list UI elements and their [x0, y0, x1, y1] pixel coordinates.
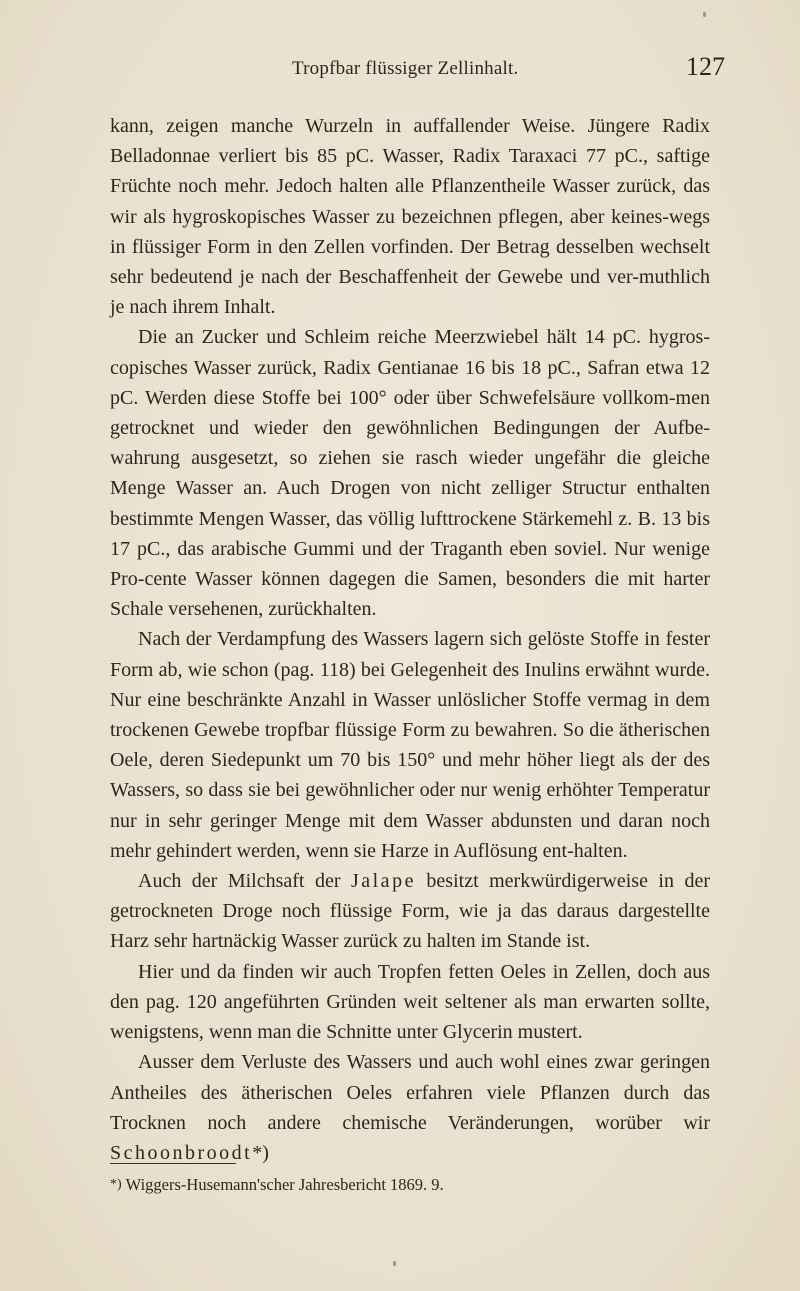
footnote — [110, 1174, 710, 1196]
paper-speck — [703, 12, 706, 17]
paragraph-text: *) — [252, 1141, 269, 1164]
paragraph-text: Nach der Verdampfung des Wassers lagern sich gelöste Stoffe in fester Form ab, wie schon (pag. 118) bei Gelegenheit des Inulins erwähnt wurde. Nur eine beschränkte Anzahl in Wasser unlöslicher Stoffe vermag in dem trockenen Gewebe tropfbar flüssige Form zu bewahren. So die ätherischen Oele, deren Siedepunkt um 70 bis 150° und mehr höher liegt als der des Wassers, so dass sie bei gewöhnlicher oder nur wenig erhöhter Temperatur nur in sehr geringer Menge mit dem Wasser abdunsten und daran noch mehr gehindert werden, wenn sie Harze in Auflösung ent-halten. — [110, 628, 710, 862]
footnote-rule — [110, 1163, 236, 1164]
body-text — [110, 111, 710, 1168]
spaced-name: Schoonbroodt — [110, 1141, 253, 1164]
paragraph — [110, 111, 710, 322]
paragraph-text: Die an Zucker und Schleim reiche Meerzwiebel hält 14 pC. hygros-copisches Wasser zurück, Radix Gentianae 16 bis 18 pC., Safran etwa 12 pC. Werden diese Stoffe bei 100° oder über Schwefelsäure vollkom-men getrocknet und wieder den gewöhnlichen Bedingungen der Aufbe-wahrung ausgesetzt, so ziehen sie rasch wieder ungefähr die gleiche Menge Wasser an. Auch Drogen von nicht zelliger Structur enthalten bestimmte Mengen Wasser, das völlig lufttrockene Stärkemehl z. B. 13 bis 17 pC., das arabische Gummi und der Traganth eben soviel. Nur wenige Pro-cente Wasser können dagegen die Samen, besonders die mit harter Schale versehenen, zurückhalten. — [110, 326, 710, 621]
paragraph — [110, 1047, 710, 1168]
page-number: 127 — [686, 52, 725, 81]
paragraph-text: Ausser dem Verluste des Wassers und auch wohl eines zwar geringen Antheiles des ätherischen Oeles erfahren viele Pflanzen durch das Trocknen noch andere chemische Veränderungen, worüber wir — [110, 1051, 710, 1134]
paragraph — [110, 322, 710, 624]
paragraph-text: besitzt merkwürdigerweise in der getrockneten Droge noch flüssige Form, wie ja das daraus dargestellte Harz sehr hartnäckig Wasser zurück zu halten im Stande ist. — [110, 870, 710, 953]
paper-speck — [393, 1261, 396, 1266]
paragraph — [110, 624, 710, 866]
paragraph — [110, 957, 710, 1048]
footnote-text: Wiggers-Husemann'scher Jahresbericht 1869. 9. — [125, 1175, 444, 1194]
paragraph-text: Hier und da finden wir auch Tropfen fetten Oeles in Zellen, doch aus den pag. 120 angeführten Gründen weit seltener als man erwarten sollte, wenigstens, wenn man die Schnitte unter Glycerin mustert. — [110, 960, 710, 1044]
paragraph-text: Auch der Milchsaft der — [138, 870, 351, 893]
footnote-marker: *) — [110, 1177, 122, 1192]
page-header — [0, 52, 800, 98]
running-head: Tropfbar flüssiger Zellinhalt. — [292, 58, 519, 79]
paragraph — [110, 866, 710, 957]
paragraph-text: kann, zeigen manche Wurzeln in auffallender Weise. Jüngere Radix Belladonnae verliert bis 85 pC. Wasser, Radix Taraxaci 77 pC., saftige Früchte noch mehr. Jedoch halten alle Pflanzentheile Wasser zurück, das wir als hygroskopisches Wasser zu bezeichnen pflegen, aber keines-wegs in flüssiger Form in den Zellen vorfinden. Der Betrag desselben wechselt sehr bedeutend je nach der Beschaffenheit der Gewebe und ver-muthlich je nach ihrem Inhalt. — [110, 115, 710, 319]
spaced-name: Jalape — [350, 870, 416, 893]
